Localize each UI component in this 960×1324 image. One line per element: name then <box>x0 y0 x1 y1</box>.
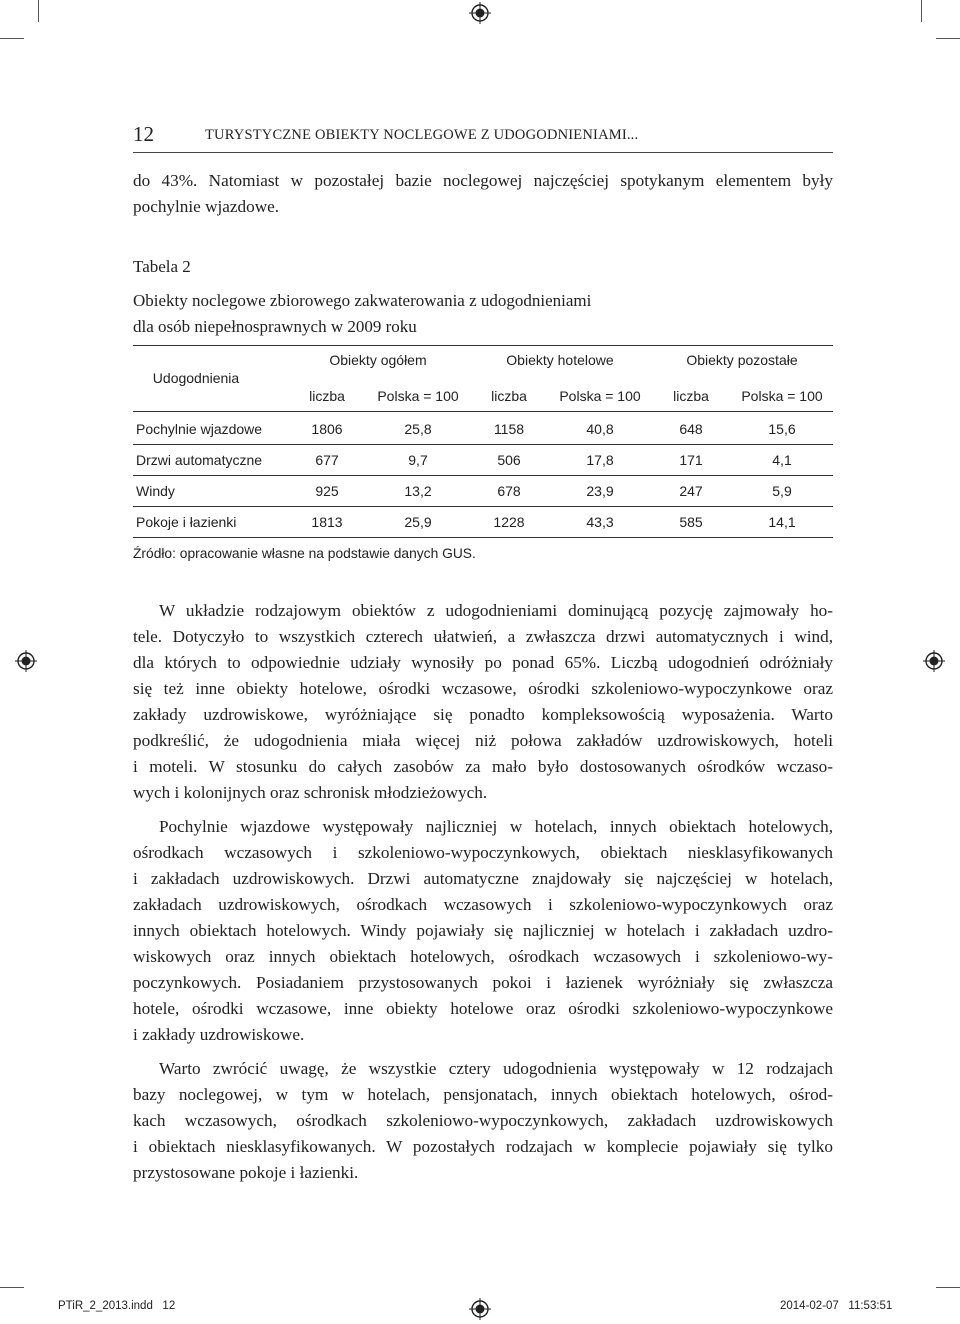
table-row-label: Pochylnie wjazdowe <box>136 421 263 437</box>
registration-mark-icon <box>923 650 945 672</box>
table-cell: 1228 <box>493 514 525 530</box>
row-header-label: Udogodnienia <box>152 370 240 386</box>
running-title: TURYSTYCZNE OBIEKTY NOCLEGOWE Z UDOGODNIENIAMI... <box>205 127 639 143</box>
table-label: Tabela 2 <box>133 257 191 276</box>
text-line: W układzie rodzajowym obiektów z udogodnieniami dominującą pozycję zajmowały ho- <box>159 601 833 620</box>
text-line: kach wczasowych, ośrodkach szkoleniowo-wypoczynkowych, zakładach uzdrowiskowych <box>133 1111 833 1130</box>
table-row-label: Windy <box>136 483 175 499</box>
footer-file-slug: PTiR_2_2013.indd 12 <box>58 1300 176 1312</box>
crop-mark-top-left-v <box>38 0 39 22</box>
text-line: Pochylnie wjazdowe występowały najliczniej w hotelach, innych obiektach hotelowych, <box>159 817 833 836</box>
page-number: 12 <box>133 122 154 146</box>
column-subheader: liczba <box>309 388 345 404</box>
column-subheader: liczba <box>673 388 709 404</box>
text-line: zakłady uzdrowiskowe, wyróżniające się ponadto kompleksowością wyposażenia. Warto <box>133 705 833 724</box>
table-cell: 1813 <box>311 514 343 530</box>
registration-mark-icon <box>469 1298 491 1320</box>
text-line: tele. Dotyczyło to wszystkich czterech ułatwień, a zwłaszcza drzwi automatycznych i wind, <box>133 627 833 646</box>
text-line: się też inne obiekty hotelowe, ośrodki wczasowe, ośrodki szkoleniowo-wypoczynkowe oraz <box>133 679 833 698</box>
column-subheader: liczba <box>491 388 527 404</box>
text-line: przystosowane pokoje i łazienki. <box>133 1163 359 1182</box>
text-line: podkreślić, że udogodnienia miała więcej niż połowa zakładów uzdrowiskowych, hoteli <box>133 731 833 750</box>
column-subheader: Polska = 100 <box>377 388 459 404</box>
table-cell: 40,8 <box>586 421 614 437</box>
text-line: i zakładach uzdrowiskowych. Drzwi automatyczne znajdowały się najczęściej w hotelach, <box>133 869 833 888</box>
table-cell: 1806 <box>311 421 343 437</box>
table-cell: 171 <box>679 452 703 468</box>
table-cell: 1158 <box>493 421 525 437</box>
body-paragraph <box>133 814 833 1048</box>
text-line: i zakłady uzdrowiskowe. <box>133 1025 305 1044</box>
crop-mark-bottom-right-h <box>936 1287 960 1288</box>
running-header <box>133 122 833 152</box>
footer-timestamp: 2014-02-07 11:53:51 <box>780 1300 893 1312</box>
crop-mark-top-right-h <box>936 38 960 39</box>
column-group-header: Obiekty hotelowe <box>506 352 614 368</box>
text-line: ośrodkach wczasowych i szkoleniowo-wypoczynkowych, obiektach niesklasyfikowanych <box>133 843 833 862</box>
table-title-line: dla osób niepełnosprawnych w 2009 roku <box>133 317 417 336</box>
table-cell: 506 <box>497 452 521 468</box>
body-paragraph <box>133 1056 833 1186</box>
text-line: wych i kolonijnych oraz schronisk młodzieżowych. <box>133 783 488 802</box>
column-group-header: Obiekty ogółem <box>329 352 427 368</box>
table-cell: 25,8 <box>404 421 432 437</box>
table-cell: 15,6 <box>768 421 796 437</box>
column-group-header: Obiekty pozostałe <box>686 352 798 368</box>
text-line: hotele, ośrodki wczasowe, inne obiekty hotelowe oraz ośrodki szkoleniowo-wypoczynkowe <box>133 999 833 1018</box>
table-row-rule <box>133 506 833 507</box>
table-top-rule <box>133 345 833 346</box>
table-cell: 17,8 <box>586 452 614 468</box>
text-line: zakładach uzdrowiskowych, ośrodkach wczasowych i szkoleniowo-wypoczynkowych oraz <box>133 895 833 914</box>
text-line: innych obiektach hotelowych. Windy pojawiały się najliczniej w hotelach i zakładach uzdro- <box>133 921 833 940</box>
table-cell: 585 <box>679 514 703 530</box>
text-line: wiskowych oraz innych obiektach hotelowych, ośrodkach wczasowych i szkoleniowo-wy- <box>133 947 833 966</box>
table-row-label: Drzwi automatyczne <box>136 452 263 468</box>
text-line: poczynkowych. Posiadaniem przystosowanych pokoi i łazienek wyróżniały się zwłaszcza <box>133 973 833 992</box>
column-subheader: Polska = 100 <box>741 388 823 404</box>
table-cell: 5,9 <box>772 483 792 499</box>
crop-mark-bottom-left-h <box>0 1287 24 1288</box>
text-line: i obiektach niesklasyfikowanych. W pozostałych rodzajach w komplecie pojawiały się tylko <box>133 1137 833 1156</box>
table-cell: 9,7 <box>408 452 428 468</box>
table-cell: 13,2 <box>404 483 432 499</box>
text-line: Warto zwrócić uwagę, że wszystkie cztery udogodnienia występowały w 12 rodzajach <box>159 1059 833 1078</box>
table-cell: 25,9 <box>404 514 432 530</box>
table-bottom-rule <box>133 537 833 538</box>
registration-mark-icon <box>15 650 37 672</box>
intro-paragraph <box>133 168 833 220</box>
text-line: dla których to odpowiednie udziały wynosiły po ponad 65%. Liczbą udogodnień odróżniały <box>133 653 833 672</box>
column-subheader: Polska = 100 <box>559 388 641 404</box>
body-paragraph <box>133 598 833 806</box>
header-rule <box>133 152 833 153</box>
text-line: i moteli. W stosunku do całych zasobów za mało było dostosowanych ośrodków wczaso- <box>133 757 833 776</box>
table-cell: 678 <box>497 483 521 499</box>
text-line: bazy noclegowej, w tym w hotelach, pensjonatach, innych obiektach hotelowych, ośrod- <box>133 1085 833 1104</box>
table-cell: 648 <box>679 421 703 437</box>
table-row-label: Pokoje i łazienki <box>136 514 237 530</box>
table-cell: 23,9 <box>586 483 614 499</box>
table-row-rule <box>133 444 833 445</box>
table-title <box>133 288 833 340</box>
table-cell: 43,3 <box>586 514 614 530</box>
table-title-line: Obiekty noclegowe zbiorowego zakwaterowania z udogodnieniami <box>133 291 592 310</box>
table-header-rule <box>133 411 833 412</box>
crop-mark-top-right-v <box>921 0 922 22</box>
text-line: do 43%. Natomiast w pozostałej bazie noclegowej najczęściej spotykanym elementem były <box>133 171 833 190</box>
table-cell: 247 <box>679 483 703 499</box>
table-cell: 4,1 <box>772 452 792 468</box>
text-line: pochylnie wjazdowe. <box>133 197 280 216</box>
table-cell: 925 <box>315 483 339 499</box>
crop-mark-top-left-h <box>0 38 24 39</box>
table-cell: 677 <box>315 452 339 468</box>
table-row-rule <box>133 475 833 476</box>
registration-mark-icon <box>469 2 491 24</box>
table-cell: 14,1 <box>768 514 796 530</box>
table-source-note: Źródło: opracowanie własne na podstawie danych GUS. <box>133 546 476 561</box>
